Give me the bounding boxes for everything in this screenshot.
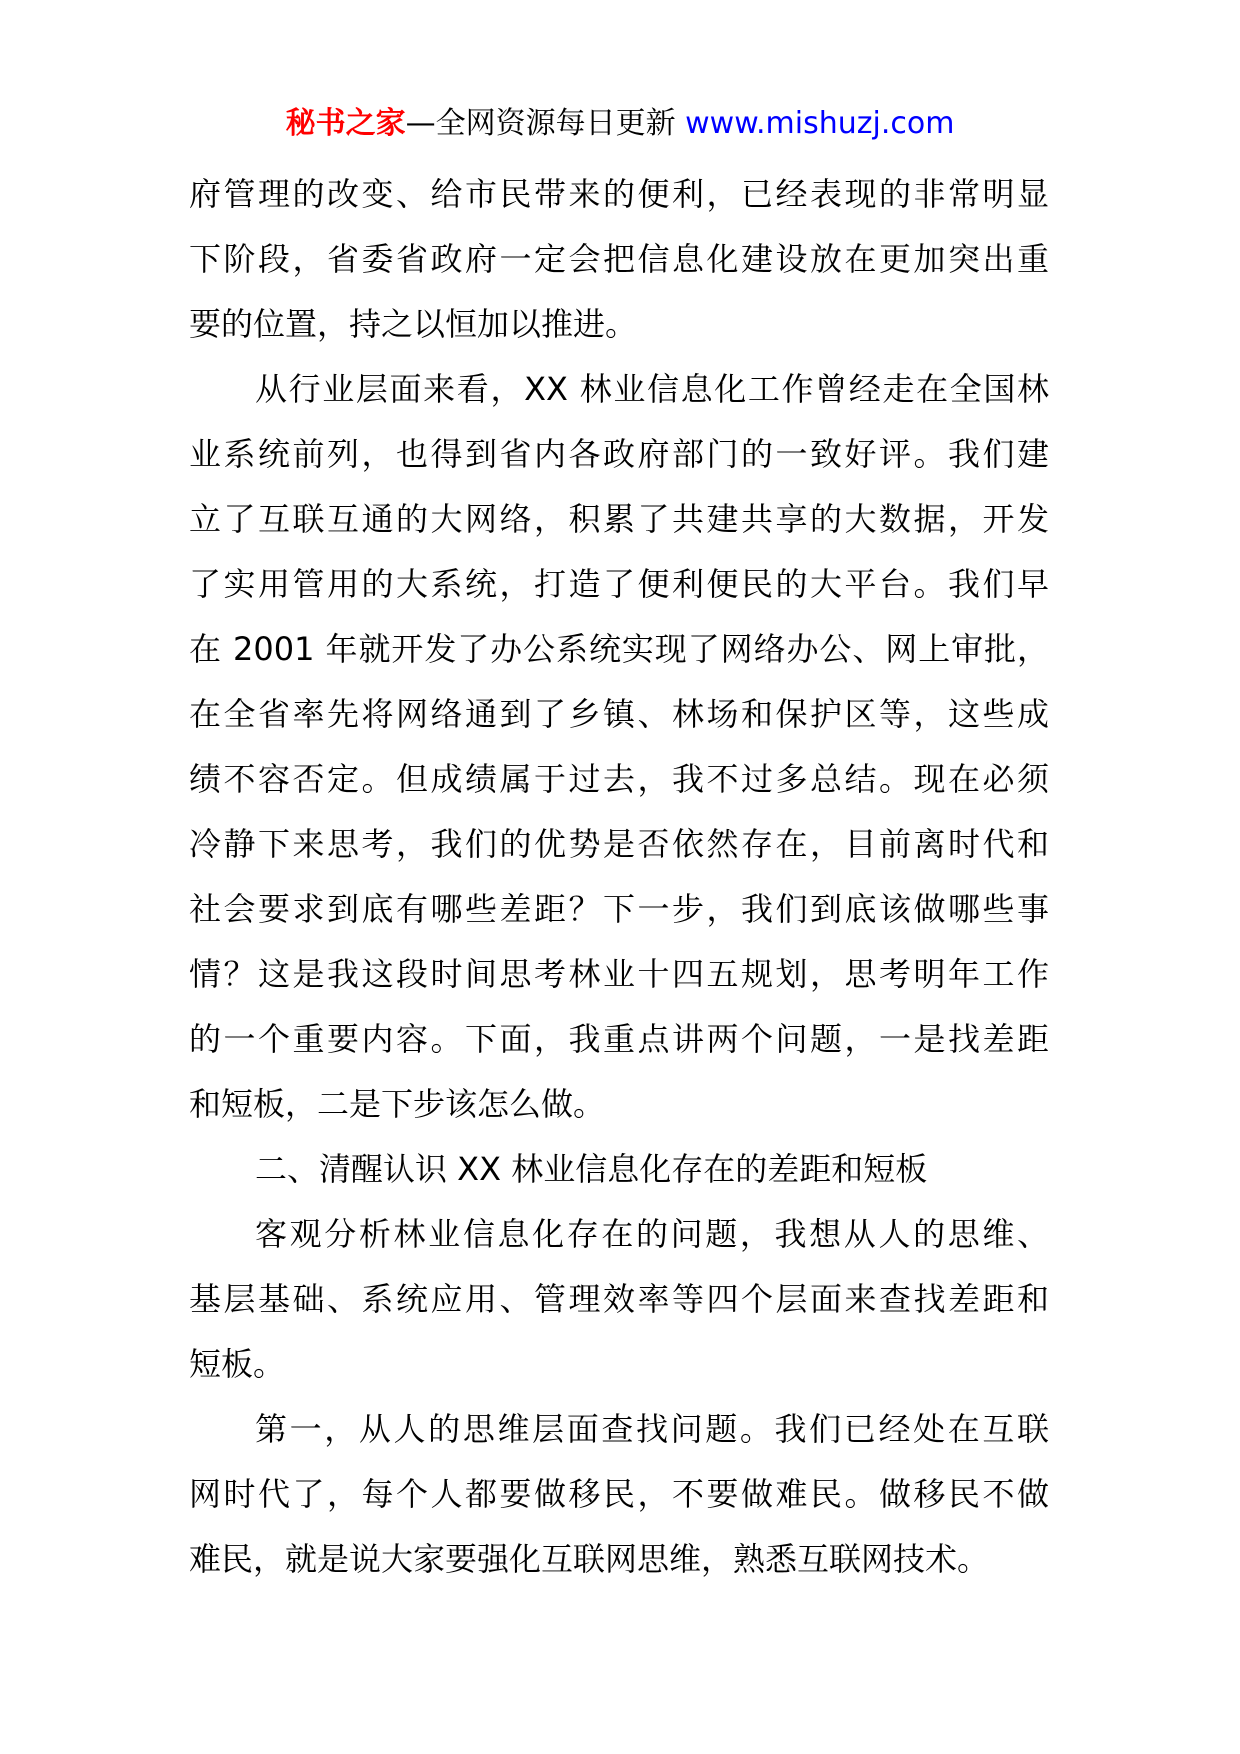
paragraph-first-line: 客观分析林业信息化存在的问题，我想从人的思维、 xyxy=(255,1215,1049,1253)
text-line: 短板。 xyxy=(189,1345,286,1383)
header-url-link[interactable]: www.mishuzj.com xyxy=(685,106,955,141)
document-body xyxy=(189,162,1049,1592)
text-line: 难民，就是说大家要强化互联网思维，熟悉互联网技术。 xyxy=(189,1540,990,1578)
text-line: 社会要求到底有哪些差距？下一步，我们到底该做哪些事 xyxy=(189,890,1049,928)
paragraph-first-line: 从行业层面来看，XX 林业信息化工作曾经走在全国林 xyxy=(255,370,1049,408)
section-heading: 二、清醒认识 XX 林业信息化存在的差距和短板 xyxy=(255,1150,928,1188)
text-line: 的一个重要内容。下面，我重点讲两个问题，一是找差距 xyxy=(189,1020,1049,1058)
text-line: 在 2001 年就开发了办公系统实现了网络办公、网上审批， xyxy=(189,630,1049,668)
text-line: 绩不容否定。但成绩属于过去，我不过多总结。现在必须 xyxy=(189,760,1049,798)
text-line: 要的位置，持之以恒加以推进。 xyxy=(189,305,638,343)
header-slogan: —全网资源每日更新 xyxy=(405,106,686,141)
text-line: 网时代了，每个人都要做移民，不要做难民。做移民不做 xyxy=(189,1475,1049,1513)
text-line: 府管理的改变、给市民带来的便利，已经表现的非常明显 xyxy=(189,175,1049,213)
page-header xyxy=(0,102,1240,146)
paragraph-first-line: 第一，从人的思维层面查找问题。我们已经处在互联 xyxy=(255,1410,1049,1448)
text-line: 和短板，二是下步该怎么做。 xyxy=(189,1085,606,1123)
text-line: 在全省率先将网络通到了乡镇、林场和保护区等，这些成 xyxy=(189,695,1049,733)
text-line: 立了互联互通的大网络，积累了共建共享的大数据，开发 xyxy=(189,500,1049,538)
text-line: 情？这是我这段时间思考林业十四五规划，思考明年工作 xyxy=(189,955,1049,993)
text-line: 基层基础、系统应用、管理效率等四个层面来查找差距和 xyxy=(189,1280,1049,1318)
text-line: 业系统前列，也得到省内各政府部门的一致好评。我们建 xyxy=(189,435,1049,473)
header-brand: 秘书之家 xyxy=(285,106,406,141)
text-line: 了实用管用的大系统，打造了便利便民的大平台。我们早 xyxy=(189,565,1049,603)
text-line: 冷静下来思考，我们的优势是否依然存在，目前离时代和 xyxy=(189,825,1049,863)
text-line: 下阶段，省委省政府一定会把信息化建设放在更加突出重 xyxy=(189,240,1049,278)
